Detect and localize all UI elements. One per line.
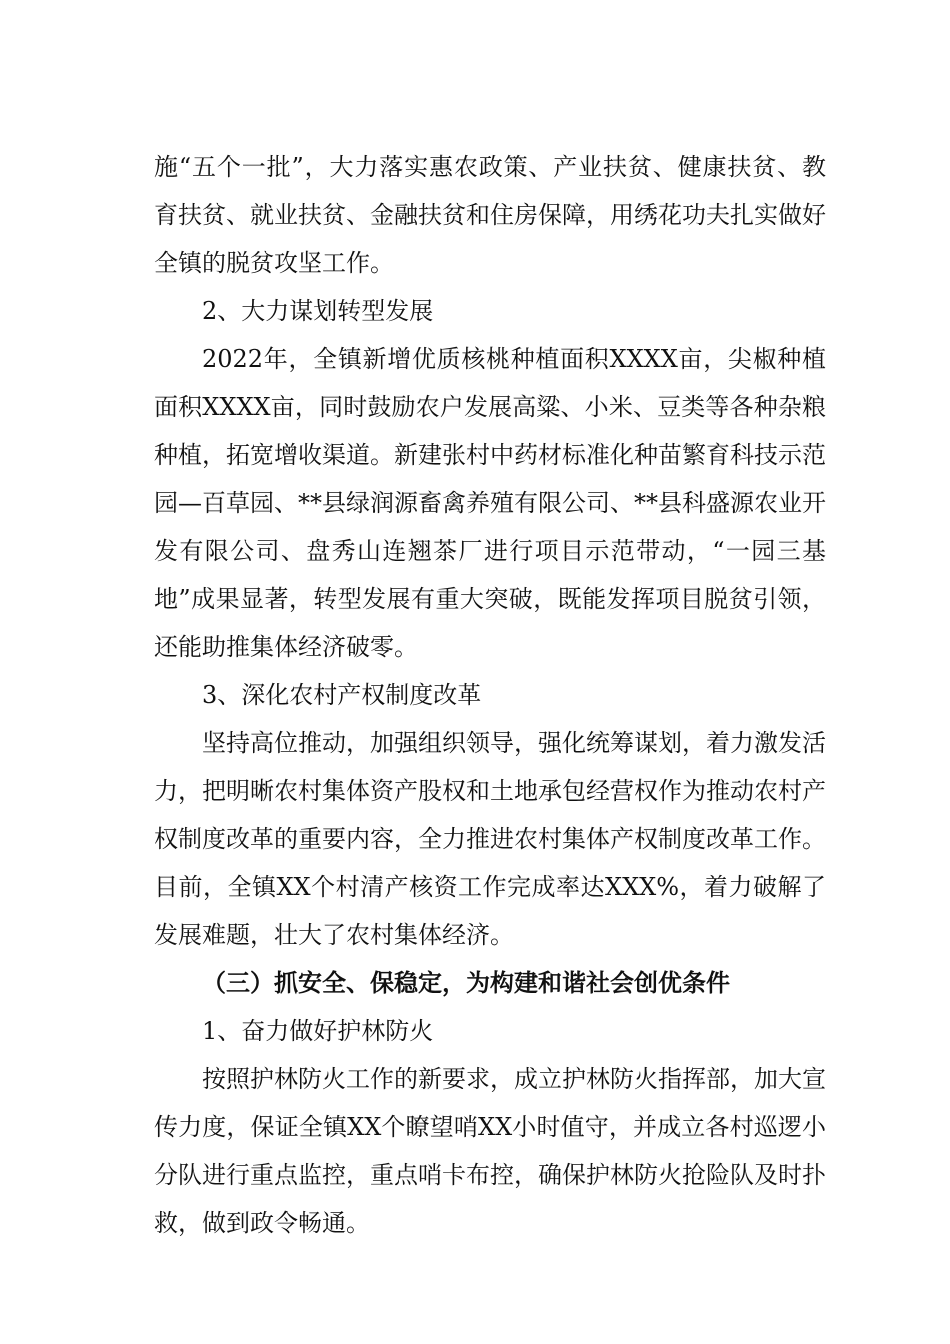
paragraph-continuation: 施“五个一批”，大力落实惠农政策、产业扶贫、健康扶贫、教育扶贫、就业扶贫、金融扶贫和住房保障，用绣花功夫扎实做好全镇的脱贫攻坚工作。: [154, 153, 826, 277]
subheading-fire-prevention: 1、奋力做好护林防火: [202, 1017, 434, 1045]
paragraph-transformation: 2022年，全镇新增优质核桃种植面积XXXX亩，尖椒种植面积XXXX亩，同时鼓励农户发展高粱、小米、豆类等各种杂粮种植，拓宽增收渠道。新建张村中药材标准化种苗繁育科技示范园—百草园、**县绿润源畜禽养殖有限公司、**县科盛源农业开发有限公司、盘秀山连翘茶厂进行项目示范带动，“一园三基地”成果显著，转型发展有重大突破，既能发挥项目脱贫引领，还能助推集体经济破零。: [154, 345, 826, 661]
section-heading-safety: （三）抓安全、保稳定，为构建和谐社会创优条件: [202, 968, 730, 997]
subheading-transformation: 2、大力谋划转型发展: [202, 297, 434, 325]
subheading-property-reform: 3、深化农村产权制度改革: [202, 681, 482, 709]
paragraph-property-reform: 坚持高位推动，加强组织领导，强化统筹谋划，着力激发活力，把明晰农村集体资产股权和土地承包经营权作为推动农村产权制度改革的重要内容，全力推进农村集体产权制度改革工作。目前，全镇XX个村清产核资工作完成率达XXX%，着力破解了发展难题，壮大了农村集体经济。: [154, 729, 826, 949]
document-body: [154, 143, 826, 1247]
paragraph-fire-prevention: 按照护林防火工作的新要求，成立护林防火指挥部，加大宣传力度，保证全镇XX个瞭望哨XX小时值守，并成立各村巡逻小分队进行重点监控，重点哨卡布控，确保护林防火抢险队及时扑救，做到政令畅通。: [154, 1065, 826, 1237]
